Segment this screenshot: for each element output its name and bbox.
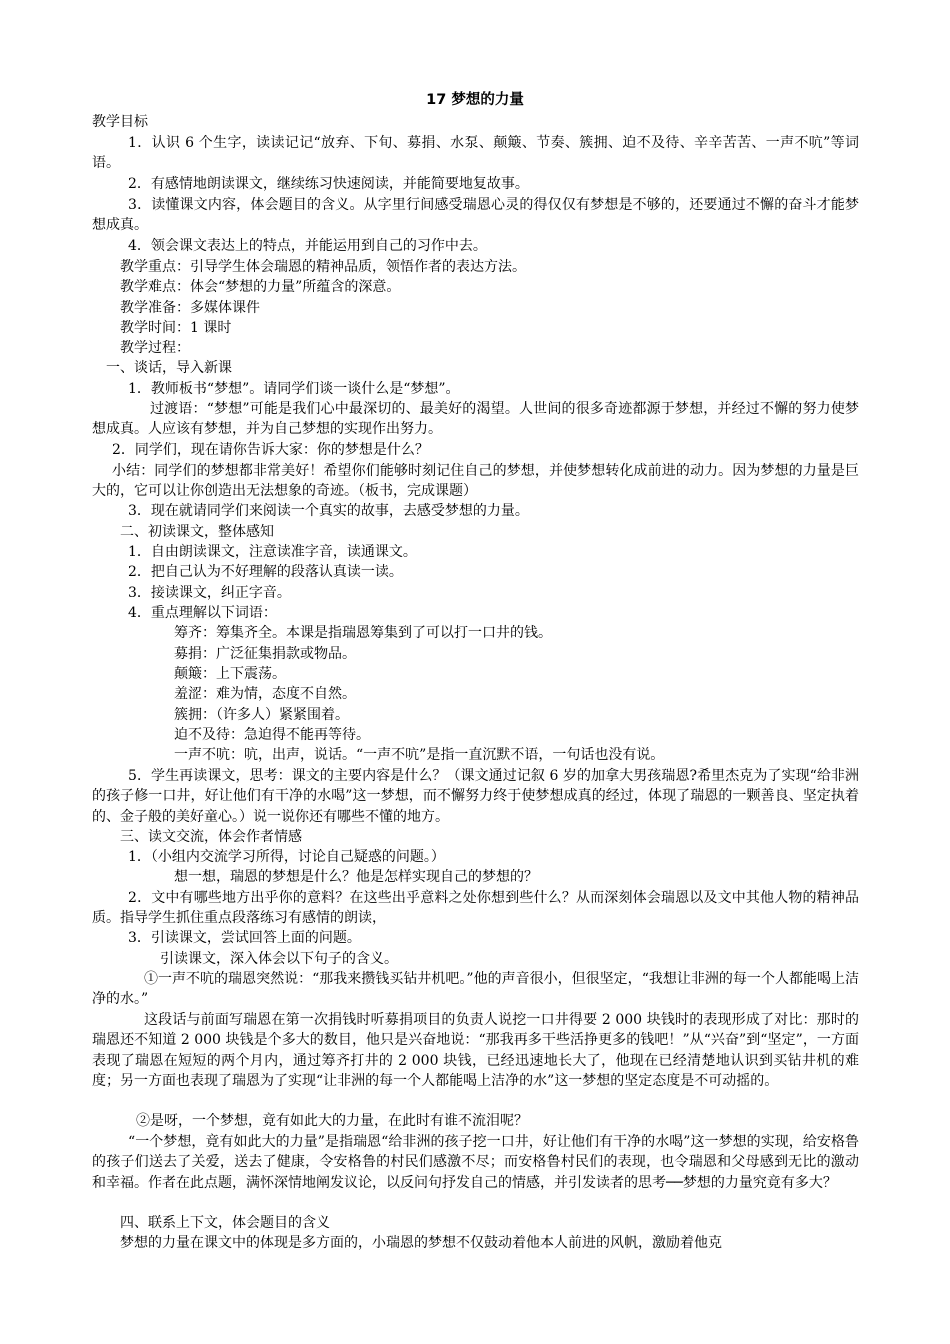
section-heading-3: 三、读文交流，体会作者情感	[120, 829, 302, 845]
paragraph-analysis-2: “一个梦想，竟有如此大的力量”是指瑞恩“给非洲的孩子挖一口井，好让他们有干净的水喝”这一梦想的实现，给安格鲁的孩子们送去了关爱，送去了健康，令安格鲁的村民们感激不尽；而安格鲁村民们的表现，也令瑞恩和父母感到无比的激动和幸福。作者在此点题，满怀深情地阐发议论，以反问句抒发自己的情感，并引发读者的思考──梦想的力量究竟有多大？	[92, 1134, 859, 1191]
paragraph-step-1-3: 3．现在就请同学们来阅读一个真实的故事，去感受梦想的力量。	[128, 503, 529, 519]
paragraph-key-point: 教学重点：引导学生体会瑞恩的精神品质，领悟作者的表达方法。	[120, 259, 526, 275]
paragraph-quote-1: ①一声不吭的瑞恩突然说：“那我来攒钱买钻井机吧。”他的声音很小，但很坚定，“我想让非洲的每一个人都能喝上洁净的水。”	[92, 971, 859, 1008]
paragraph-goal-4: 4．领会课文表达上的特点，并能运用到自己的习作中去。	[128, 238, 487, 254]
vocab-item: 颠簸：上下震荡。	[174, 666, 286, 682]
vocab-item: 募捐：广泛征集捐款或物品。	[174, 646, 356, 662]
paragraph-guided-reading: 引读课文，深入体会以下句子的含义。	[160, 951, 398, 967]
paragraph-summary: 小结：同学们的梦想都非常美好！希望你们能够时刻记住自己的梦想，并使梦想转化成前进的动力。因为梦想的力量是巨大的，它可以让你创造出无法想象的奇迹。（板书，完成课题）	[92, 463, 859, 500]
section-heading-1: 一、谈话，导入新课	[106, 360, 232, 376]
paragraph-step-3-1: 1．（小组内交流学习所得，讨论自己疑惑的问题。）	[128, 849, 445, 865]
paragraph-goal-3: 3．读懂课文内容，体会题目的含义。从字里行间感受瑞恩心灵的得仅仅有梦想是不够的，还要通过不懈的奋斗才能梦想成真。	[92, 197, 859, 234]
paragraph-teaching-goals-heading: 教学目标	[92, 114, 148, 130]
vocab-item: 迫不及待：急迫得不能再等待。	[174, 727, 370, 743]
paragraph-step-2-1: 1．自由朗读课文，注意读准字音，读通课文。	[128, 544, 417, 560]
paragraph-step-2-3: 3．接读课文，纠正字音。	[128, 585, 291, 601]
paragraph-step-2-5: 5．学生再读课文，思考：课文的主要内容是什么？（课文通过记叙 6 岁的加拿大男孩瑞恩?希里杰克为了实现“给非洲的孩子修一口井，好让他们有干净的水喝”这一梦想，而不懈努力终于使梦想成真的经过，体现了瑞恩的一颗善良、坚定执着的、金子般的美好童心。）说一说你还有哪些不懂的地方。	[92, 768, 859, 825]
paragraph-final: 梦想的力量在课文中的体现是多方面的，小瑞恩的梦想不仅鼓动着他本人前进的风帆，激励着他克	[120, 1235, 722, 1251]
section-heading-2: 二、初读课文，整体感知	[120, 524, 274, 540]
paragraph-quote-2: ②是呀，一个梦想，竟有如此大的力量，在此时有谁不流泪呢？	[136, 1113, 528, 1129]
vocab-item: 筹齐：筹集齐全。本课是指瑞恩筹集到了可以打一口井的钱。	[174, 625, 552, 641]
section-heading-4: 四、联系上下文，体会题目的含义	[120, 1215, 330, 1231]
paragraph-preparation: 教学准备：多媒体课件	[120, 300, 260, 316]
paragraph-goal-1: 1．认识 6 个生字，读读记记“放弃、下旬、募捐、水泵、颠簸、节奏、簇拥、迫不及待、辛辛苦苦、一声不吭”等词语。	[92, 135, 859, 172]
vocab-item: 簇拥：（许多人）紧紧围着。	[174, 707, 349, 723]
paragraph-step-1-2: 2．同学们，现在请你告诉大家：你的梦想是什么？	[112, 442, 429, 458]
paragraph-think: 想一想，瑞恩的梦想是什么？他是怎样实现自己的梦想的？	[174, 869, 538, 885]
document-title: 17 梦想的力量	[426, 92, 524, 108]
paragraph-process: 教学过程：	[120, 340, 190, 356]
paragraph-goal-2: 2．有感情地朗读课文，继续练习快速阅读，并能简要地复故事。	[128, 176, 529, 192]
paragraph-difficult-point: 教学难点：体会“梦想的力量”所蕴含的深意。	[120, 279, 401, 295]
paragraph-analysis-1: 这段话与前面写瑞恩在第一次捐钱时听募捐项目的负责人说挖一口井得要 2 000 块钱时的表现形成了对比：那时的瑞恩还不知道 2 000 块钱是个多大的数目，他只是兴奋地说：“那我再多干些活挣更多的钱吧！”从“兴奋”到“坚定”，一方面表现了瑞恩在短短的两个月内，通过筹齐打井的 2 000 块钱，已经迅速地长大了，他现在已经清楚地认识到买钻井机的难度；另一方面也表现了瑞恩为了实现“让非洲的每一个人都能喝上洁净的水”这一梦想的坚定态度是不可动摇的。	[92, 1012, 859, 1089]
paragraph-transition: 过渡语：“梦想”可能是我们心中最深切的、最美好的渴望。人世间的很多奇迹都源于梦想，并经过不懈的努力使梦想成真。人应该有梦想，并为自己梦想的实现作出努力。	[92, 401, 859, 438]
paragraph-step-3-2: 2．文中有哪些地方出乎你的意料？在这些出乎意料之处你想到些什么？从而深刻体会瑞恩以及文中其他人物的精神品质。指导学生抓住重点段落练习有感情的朗读，	[92, 890, 859, 927]
paragraph-step-3-3: 3．引读课文，尝试回答上面的问题。	[128, 930, 361, 946]
vocab-item: 一声不吭：吭，出声，说话。“一声不吭”是指一直沉默不语，一句话也没有说。	[174, 747, 665, 763]
paragraph-time: 教学时间：1 课时	[120, 320, 232, 336]
paragraph-step-1-1: 1．教师板书“梦想”。请同学们谈一谈什么是“梦想”。	[128, 381, 460, 397]
paragraph-step-2-4: 4．重点理解以下词语：	[128, 605, 277, 621]
paragraph-step-2-2: 2．把自己认为不好理解的段落认真读一读。	[128, 564, 403, 580]
vocab-item: 羞涩：难为情，态度不自然。	[174, 686, 356, 702]
